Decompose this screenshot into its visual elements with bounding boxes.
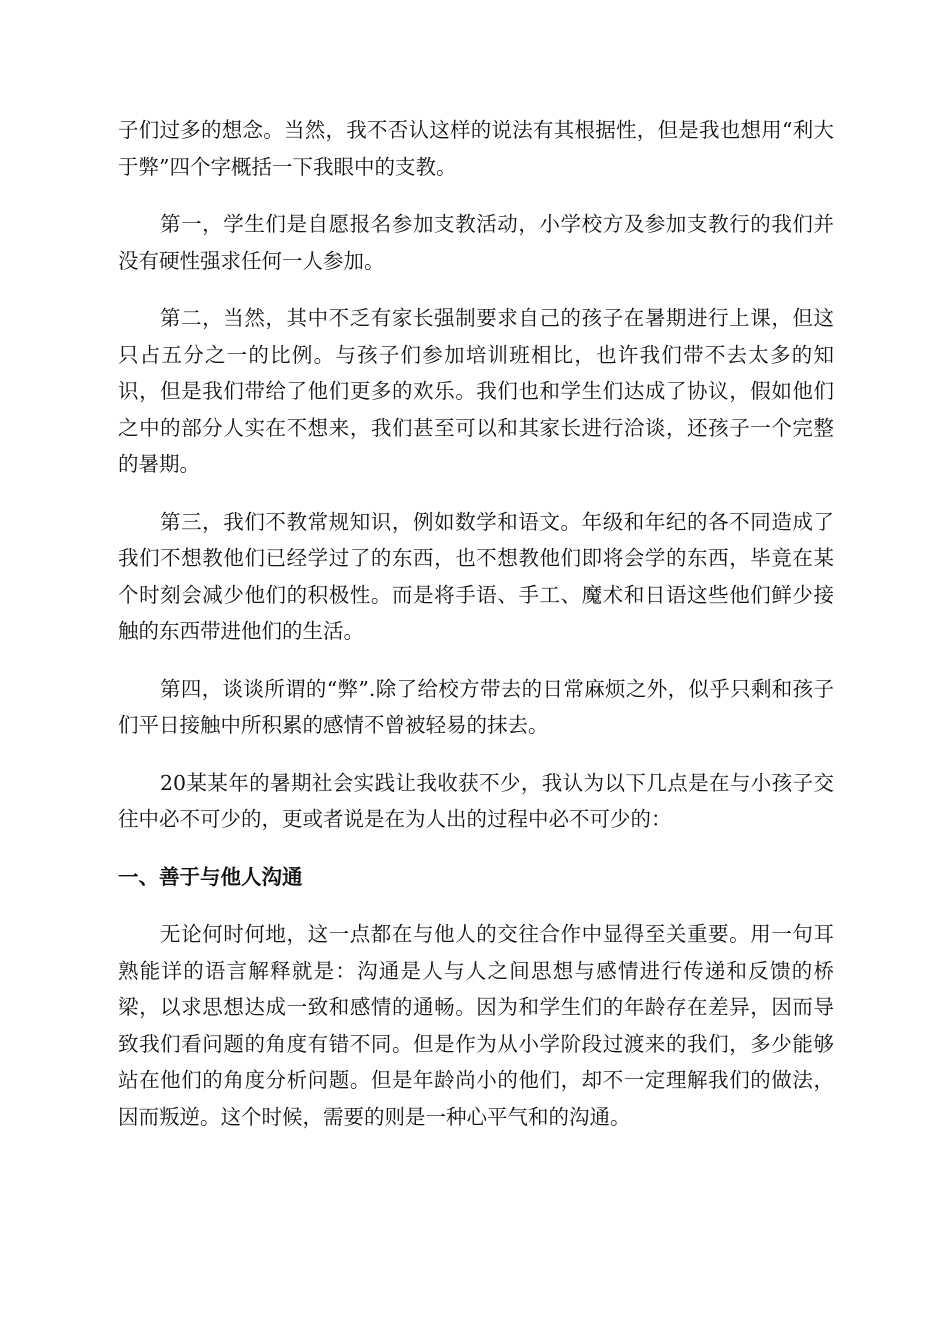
paragraph-continued: 子们过多的想念。当然，我不否认这样的说法有其根据性，但是我也想用“利大于弊”四个字概括一下我眼中的支教。	[118, 118, 834, 179]
paragraph-point-three: 第三，我们不教常规知识，例如数学和语文。年级和年纪的各不同造成了我们不想教他们已经学过了的东西，也不想教他们即将会学的东西，毕竟在某个时刻会减少他们的积极性。而是将手语、手工、魔术和日语这些他们鲜少接触的东西带进他们的生活。	[118, 509, 834, 643]
paragraph-point-one: 第一，学生们是自愿报名参加支教活动，小学校方及参加支教行的我们并没有硬性强求任何一人参加。	[118, 212, 834, 273]
section-heading: 一、善于与他人沟通	[118, 864, 303, 889]
paragraph-summary-intro: 20某某年的暑期社会实践让我收获不少，我认为以下几点是在与小孩子交往中必不可少的，更或者说是在为人出的过程中必不可少的：	[118, 770, 834, 831]
paragraph-point-two: 第二，当然，其中不乏有家长强制要求自己的孩子在暑期进行上课，但这只占五分之一的比例。与孩子们参加培训班相比，也许我们带不去太多的知识，但是我们带给了他们更多的欢乐。我们也和学生们达成了协议，假如他们之中的部分人实在不想来，我们甚至可以和其家长进行洽谈，还孩子一个完整的暑期。	[118, 306, 834, 476]
paragraph-communication: 无论何时何地，这一点都在与他人的交往合作中显得至关重要。用一句耳熟能详的语言解释就是：沟通是人与人之间思想与感情进行传递和反馈的桥梁，以求思想达成一致和感情的通畅。因为和学生们的年龄存在差异，因而导致我们看问题的角度有错不同。但是作为从小学阶段过渡来的我们，多少能够站在他们的角度分析问题。但是年龄尚小的他们，却不一定理解我们的做法，因而叛逆。这个时候，需要的则是一种心平气和的沟通。	[118, 922, 834, 1129]
document-body	[118, 112, 834, 1156]
paragraph-point-four: 第四，谈谈所谓的“弊”.除了给校方带去的日常麻烦之外，似乎只剩和孩子们平日接触中所积累的感情不曾被轻易的抹去。	[118, 676, 834, 737]
